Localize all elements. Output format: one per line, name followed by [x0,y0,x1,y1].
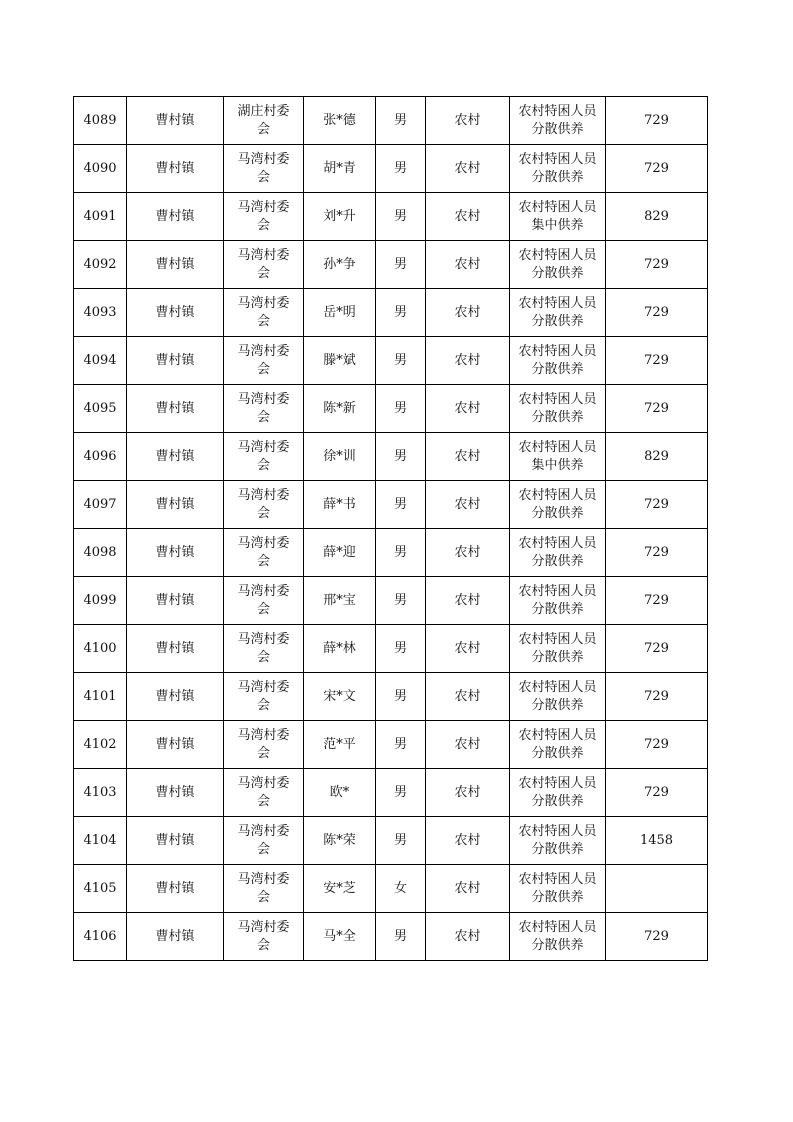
cell-id: 4092 [74,241,127,289]
cell-sex: 女 [376,865,426,913]
cell-type [510,721,606,769]
cell-id: 4096 [74,433,127,481]
cell-type [510,625,606,673]
table-row [74,769,708,817]
table-row [74,385,708,433]
cell-id: 4106 [74,913,127,961]
cell-area: 农村 [426,289,510,337]
cell-town: 曹村镇 [127,721,224,769]
cell-amount: 729 [606,97,708,145]
cell-area: 农村 [426,865,510,913]
cell-id: 4094 [74,337,127,385]
cell-area: 农村 [426,913,510,961]
cell-area: 农村 [426,193,510,241]
cell-type [510,97,606,145]
cell-sex: 男 [376,769,426,817]
table-row [74,529,708,577]
cell-area: 农村 [426,97,510,145]
cell-id: 4095 [74,385,127,433]
cell-type [510,817,606,865]
cell-village [224,337,304,385]
cell-sex: 男 [376,673,426,721]
cell-id: 4105 [74,865,127,913]
cell-town: 曹村镇 [127,241,224,289]
cell-amount: 729 [606,289,708,337]
cell-village [224,769,304,817]
cell-village-text: 湖庄村委会 [237,103,290,137]
cell-type [510,289,606,337]
cell-id: 4101 [74,673,127,721]
cell-amount [606,865,708,913]
cell-type-text: 农村特困人员集中供养 [518,199,597,233]
cell-village [224,433,304,481]
cell-village-text: 马湾村委会 [237,295,290,329]
cell-area: 农村 [426,145,510,193]
cell-amount: 729 [606,577,708,625]
cell-name: 孙*争 [304,241,376,289]
table-row [74,145,708,193]
cell-amount: 729 [606,769,708,817]
cell-name: 薛*书 [304,481,376,529]
cell-village [224,913,304,961]
table-row [74,625,708,673]
cell-id: 4091 [74,193,127,241]
cell-name: 薛*迎 [304,529,376,577]
cell-village [224,241,304,289]
cell-type [510,913,606,961]
cell-village [224,97,304,145]
cell-village-text: 马湾村委会 [237,871,290,905]
cell-town: 曹村镇 [127,673,224,721]
cell-amount: 829 [606,193,708,241]
cell-town: 曹村镇 [127,481,224,529]
cell-name: 邢*宝 [304,577,376,625]
cell-sex: 男 [376,577,426,625]
cell-sex: 男 [376,625,426,673]
cell-village [224,145,304,193]
cell-town: 曹村镇 [127,625,224,673]
cell-type [510,145,606,193]
cell-type-text: 农村特困人员分散供养 [518,295,597,329]
cell-id: 4103 [74,769,127,817]
cell-area: 农村 [426,529,510,577]
cell-type-text: 农村特困人员分散供养 [518,391,597,425]
cell-id: 4099 [74,577,127,625]
cell-type-text: 农村特困人员分散供养 [518,103,597,137]
cell-town: 曹村镇 [127,769,224,817]
cell-name: 安*芝 [304,865,376,913]
cell-area: 农村 [426,337,510,385]
cell-area: 农村 [426,817,510,865]
cell-name: 陈*荣 [304,817,376,865]
cell-amount: 829 [606,433,708,481]
cell-sex: 男 [376,529,426,577]
cell-name: 马*全 [304,913,376,961]
cell-type-text: 农村特困人员分散供养 [518,247,597,281]
cell-village [224,721,304,769]
cell-id: 4104 [74,817,127,865]
table-row [74,337,708,385]
cell-type-text: 农村特困人员分散供养 [518,151,597,185]
cell-town: 曹村镇 [127,913,224,961]
cell-id: 4100 [74,625,127,673]
cell-id: 4098 [74,529,127,577]
cell-village-text: 马湾村委会 [237,151,290,185]
cell-sex: 男 [376,145,426,193]
cell-name: 陈*新 [304,385,376,433]
table-row [74,577,708,625]
table-row [74,673,708,721]
cell-area: 农村 [426,673,510,721]
cell-village [224,625,304,673]
cell-type-text: 农村特困人员分散供养 [518,727,597,761]
cell-village-text: 马湾村委会 [237,391,290,425]
table-row [74,193,708,241]
cell-type [510,241,606,289]
cell-type-text: 农村特困人员分散供养 [518,343,597,377]
cell-type [510,385,606,433]
cell-town: 曹村镇 [127,97,224,145]
cell-type-text: 农村特困人员分散供养 [518,487,597,521]
cell-type-text: 农村特困人员集中供养 [518,439,597,473]
cell-type [510,193,606,241]
cell-type-text: 农村特困人员分散供养 [518,679,597,713]
cell-village-text: 马湾村委会 [237,343,290,377]
cell-town: 曹村镇 [127,577,224,625]
cell-type-text: 农村特困人员分散供养 [518,823,597,857]
cell-amount: 729 [606,481,708,529]
cell-name: 胡*青 [304,145,376,193]
cell-area: 农村 [426,241,510,289]
cell-village [224,577,304,625]
cell-type [510,577,606,625]
cell-type [510,865,606,913]
cell-area: 农村 [426,625,510,673]
cell-name: 范*平 [304,721,376,769]
cell-town: 曹村镇 [127,385,224,433]
cell-area: 农村 [426,721,510,769]
cell-name: 张*德 [304,97,376,145]
cell-town: 曹村镇 [127,433,224,481]
cell-amount: 729 [606,529,708,577]
cell-sex: 男 [376,817,426,865]
cell-name: 薛*林 [304,625,376,673]
cell-village-text: 马湾村委会 [237,919,290,953]
cell-type [510,481,606,529]
cell-village-text: 马湾村委会 [237,775,290,809]
cell-village-text: 马湾村委会 [237,679,290,713]
cell-name: 宋*文 [304,673,376,721]
records-table-body [74,97,708,961]
cell-village [224,817,304,865]
table-row [74,433,708,481]
cell-amount: 729 [606,673,708,721]
cell-village-text: 马湾村委会 [237,199,290,233]
cell-type [510,769,606,817]
cell-name: 刘*升 [304,193,376,241]
cell-village-text: 马湾村委会 [237,631,290,665]
cell-sex: 男 [376,433,426,481]
cell-amount: 729 [606,721,708,769]
cell-sex: 男 [376,97,426,145]
cell-type-text: 农村特困人员分散供养 [518,583,597,617]
cell-id: 4102 [74,721,127,769]
cell-amount: 729 [606,241,708,289]
cell-id: 4090 [74,145,127,193]
cell-area: 农村 [426,769,510,817]
cell-type [510,673,606,721]
cell-village [224,673,304,721]
cell-village-text: 马湾村委会 [237,487,290,521]
cell-amount: 729 [606,337,708,385]
cell-town: 曹村镇 [127,529,224,577]
cell-town: 曹村镇 [127,817,224,865]
cell-sex: 男 [376,193,426,241]
cell-name: 欧* [304,769,376,817]
cell-type-text: 农村特困人员分散供养 [518,919,597,953]
cell-village [224,193,304,241]
cell-area: 农村 [426,481,510,529]
cell-type [510,433,606,481]
cell-sex: 男 [376,241,426,289]
cell-village-text: 马湾村委会 [237,823,290,857]
records-table [73,96,708,961]
table-row [74,913,708,961]
cell-village [224,289,304,337]
cell-sex: 男 [376,913,426,961]
cell-town: 曹村镇 [127,289,224,337]
cell-name: 徐*训 [304,433,376,481]
cell-amount: 729 [606,385,708,433]
table-row [74,241,708,289]
cell-id: 4089 [74,97,127,145]
cell-id: 4093 [74,289,127,337]
cell-area: 农村 [426,577,510,625]
cell-type [510,529,606,577]
cell-town: 曹村镇 [127,193,224,241]
table-row [74,97,708,145]
cell-amount: 729 [606,145,708,193]
cell-amount: 1458 [606,817,708,865]
cell-area: 农村 [426,385,510,433]
cell-amount: 729 [606,625,708,673]
table-row [74,481,708,529]
cell-village [224,385,304,433]
table-row [74,289,708,337]
cell-sex: 男 [376,481,426,529]
table-row [74,865,708,913]
cell-town: 曹村镇 [127,145,224,193]
table-row [74,817,708,865]
cell-area: 农村 [426,433,510,481]
cell-type [510,337,606,385]
cell-sex: 男 [376,337,426,385]
cell-type-text: 农村特困人员分散供养 [518,871,597,905]
cell-village [224,481,304,529]
cell-sex: 男 [376,289,426,337]
cell-town: 曹村镇 [127,865,224,913]
cell-village [224,865,304,913]
cell-village [224,529,304,577]
cell-sex: 男 [376,721,426,769]
cell-village-text: 马湾村委会 [237,247,290,281]
cell-type-text: 农村特困人员分散供养 [518,535,597,569]
cell-type-text: 农村特困人员分散供养 [518,775,597,809]
cell-village-text: 马湾村委会 [237,439,290,473]
cell-sex: 男 [376,385,426,433]
cell-amount: 729 [606,913,708,961]
cell-village-text: 马湾村委会 [237,535,290,569]
cell-type-text: 农村特困人员分散供养 [518,631,597,665]
cell-village-text: 马湾村委会 [237,583,290,617]
cell-town: 曹村镇 [127,337,224,385]
cell-id: 4097 [74,481,127,529]
cell-name: 滕*斌 [304,337,376,385]
cell-village-text: 马湾村委会 [237,727,290,761]
table-row [74,721,708,769]
cell-name: 岳*明 [304,289,376,337]
